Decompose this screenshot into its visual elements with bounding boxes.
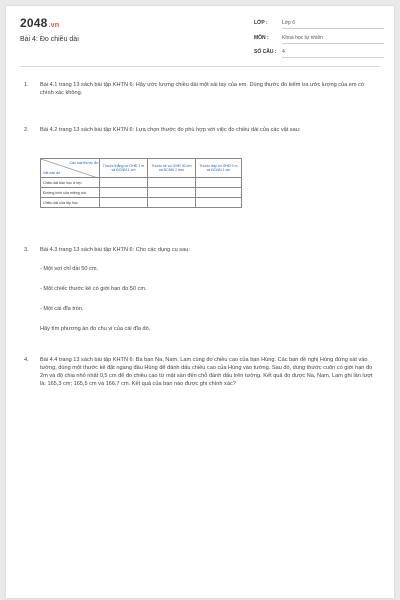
table-cell [100, 188, 148, 198]
table-cell [195, 178, 241, 188]
meta-underline [282, 57, 384, 58]
table-row-label: Chiều dài của lớp học [41, 198, 100, 208]
question-number: 1. [24, 82, 29, 88]
list-item: - Một cái đĩa tròn. [40, 306, 84, 312]
table-row-label: Đường kính của miệng cốc [41, 188, 100, 198]
table-row-label: Chiều dài bàn học ở lớp [41, 178, 100, 188]
table-cell [100, 178, 148, 188]
table-cell [147, 188, 195, 198]
meta-count-value: 4 [282, 49, 285, 55]
question-number: 2. [24, 127, 29, 133]
question-number: 4. [24, 357, 29, 363]
ruler-selection-table [40, 158, 242, 208]
list-item: - Một chiếc thước kẻ có giới hạn đo 50 cm. [40, 286, 147, 292]
question-number: 3. [24, 247, 29, 253]
question-3 [24, 246, 374, 256]
table-cell [195, 188, 241, 198]
table-cell [147, 178, 195, 188]
question-text: Bài 4.1 trang 13 sách bài tập KHTN 6: Hãy ước lượng chiều dài một sải tay của em. Dùng thước đo kiểm tra ước lượng của em có chính xác không. [40, 82, 365, 96]
table-header-cell: Thước dây có GHĐ 3 m và ĐCNN 1 cm [195, 159, 241, 178]
meta-underline [282, 28, 384, 29]
site-logo[interactable]: 2048.vn [20, 16, 60, 30]
table-header-cell: Thước thẳng có GHĐ 1 m và ĐCNN 1 cm [100, 159, 148, 178]
table-row [41, 198, 242, 208]
table-header-cell: Thước kẻ có GHĐ 30 cm và ĐCNN 1 mm [147, 159, 195, 178]
table-cell [195, 198, 241, 208]
table-row [41, 178, 242, 188]
worksheet-page [6, 6, 394, 598]
corner-top-label: Các loại thước đo [69, 161, 98, 165]
lesson-title: Bài 4: Đo chiều dài [20, 36, 79, 43]
meta-class-label: LỚP : [254, 20, 268, 26]
meta-count-label: SỐ CÂU : [254, 49, 277, 55]
question-text: Bài 4.4 trang 13 sách bài tập KHTN 6: Ba bạn Na, Nam, Lam cùng đo chiều cao của bạn Hùng. Các bạn đề nghị Hùng đứng sát vào tường, dùng một thước kẻ đặt ngang đầu Hùng để đánh dấu chiều cao của Hùng vào tường. Sau đó, dùng thước cuộn có giới hạn đo 2m và độ chia nhỏ nhất 0,5 cm để đo chiều cao từ mặt sàn đến chỗ đánh dấu trên tường. Kết quả đo được Na, Nam, Lam ghi lần lượt là: 165,3 cm; 165,5 cm và 166,7 cm. Kết quả của bạn nào được ghi chính xác? [40, 357, 373, 387]
meta-subject-value: Khoa học tự nhiên [282, 35, 323, 41]
list-item: - Một sợi chỉ dài 50 cm. [40, 266, 99, 272]
table-corner-cell [41, 159, 100, 178]
question-2 [24, 126, 374, 146]
meta-class-value: Lớp 6 [282, 20, 296, 26]
corner-bottom-label: Vật cần đo [43, 171, 61, 175]
worksheet-header [6, 6, 394, 76]
table-cell [100, 198, 148, 208]
meta-underline [282, 43, 384, 44]
table-cell [147, 198, 195, 208]
question-text: Bài 4.3 trang 13 sách bài tập KHTN 6: Cho các dụng cụ sau: [40, 247, 190, 253]
question-4 [24, 356, 374, 426]
meta-subject-label: MÔN : [254, 35, 269, 41]
table-header-row [41, 159, 242, 178]
question-1 [24, 81, 374, 101]
header-divider [20, 66, 380, 67]
question-text: Bài 4.2 trang 13 sách bài tập KHTN 6: Lựa chọn thước đo phù hợp với việc đo chiều dài của các vật sau: [40, 127, 301, 133]
question-prompt: Hãy tìm phương án đo chu vi của cái đĩa đó. [40, 326, 151, 332]
table-row [41, 188, 242, 198]
